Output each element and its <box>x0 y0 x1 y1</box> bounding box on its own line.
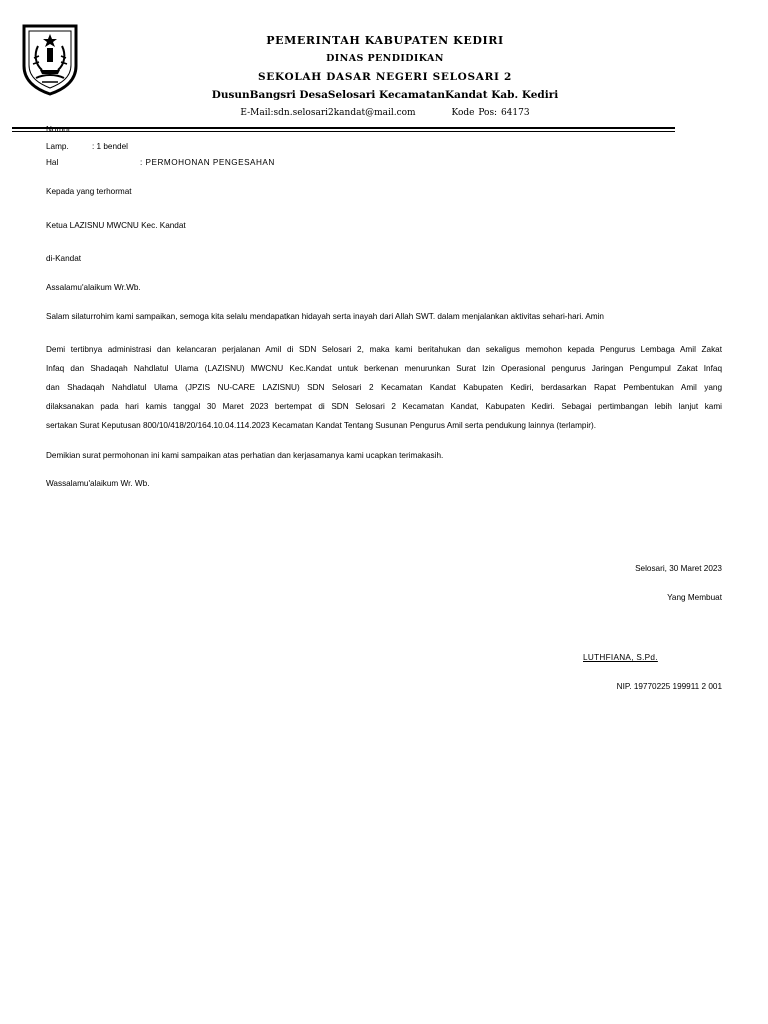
salutation: Assalamu'alaikum Wr.Wb. <box>46 283 141 292</box>
paragraph-main-line: Demi tertibnya administrasi dan kelancaran perjalanan Amil di SDN Selosari 2, maka kami beritahukan dan sekaligus memohon kepada Pengurus Lembaga Amil Zakat <box>46 345 722 354</box>
recipient-name: Ketua LAZISNU MWCNU Kec. Kandat <box>46 221 186 230</box>
signature-nip: NIP. 19770225 199911 2 001 <box>616 682 722 691</box>
paragraph-main-line: Infaq dan Shadaqah Nahdlatul Ulama (LAZISNU) MWCNU Kec.Kandat untuk berkenan menurunkan Surat Izin Operasional pengurus Jaringan Pengumpul Zakat Infaq <box>46 364 722 373</box>
paragraph-closing: Demikian surat permohonan ini kami sampaikan atas perhatian dan kerjasamanya kami ucapkan terimakasih. <box>46 451 444 460</box>
letterhead-divider-thin <box>12 131 675 132</box>
paragraph-main-line: sertakan Surat Keputusan 800/10/418/20/164.10.04.114.2023 Kecamatan Kandat Tentang Susunan Pengurus Amil serta pendukung lainnya (terlampir). <box>46 421 597 430</box>
hal-value: : PERMOHONAN PENGESAHAN <box>140 158 275 167</box>
signature-place-date: Selosari, 30 Maret 2023 <box>635 564 722 573</box>
nomor-value: : <box>92 125 95 134</box>
hal-label: Hal <box>46 158 59 167</box>
lampiran-value: : 1 bendel <box>92 142 128 151</box>
paragraph-main-line: dan Shadaqah Nahdlatul Ulama (JPZIS NU-CARE LAZISNU) SDN Selosari 2 Kecamatan Kandat Kabupaten Kediri, berdasarkan Rapat Pembentukan Amil yang <box>46 383 722 392</box>
letterhead-email: E-Mail:sdn.selosari2kandat@mail.com <box>240 108 416 118</box>
signature-name: LUTHFIANA, S.Pd. <box>583 653 658 662</box>
letterhead-address: DusunBangsri DesaSelosari KecamatanKandat Kab. Kediri <box>211 89 559 101</box>
recipient-place: di-Kandat <box>46 254 82 263</box>
nomor-label: Nomor <box>46 125 71 134</box>
letterhead-school: SEKOLAH DASAR NEGERI SELOSARI 2 <box>257 71 513 83</box>
kediri-emblem-icon <box>20 20 80 96</box>
letterhead-government: PEMERINTAH KABUPATEN KEDIRI <box>266 34 504 47</box>
paragraph-main-line: dilaksanakan pada hari kamis tanggal 30 Maret 2023 bertempat di SDN Selosari 2 Kecamatan Kandat, Kabupaten Kediri. Sebagai pertimbangan lebih lanjut kami <box>46 402 722 411</box>
letterhead-agency: DINAS PENDIDIKAN <box>326 53 444 64</box>
signature-role: Yang Membuat <box>667 593 722 602</box>
lampiran-label: Lamp. <box>46 142 69 151</box>
letterhead-contact <box>120 108 650 118</box>
letterhead-postal-code: Kode Pos: 64173 <box>451 108 530 118</box>
recipient-greeting: Kepada yang terhormat <box>46 187 132 196</box>
paragraph-greeting: Salam silaturrohim kami sampaikan, semoga kita selalu mendapatkan hidayah serta inayah dari Allah SWT. dalam menjalankan aktivitas sehari-hari. Amin <box>46 312 604 321</box>
closing-salutation: Wassalamu'alaikum Wr. Wb. <box>46 479 150 488</box>
letterhead-divider-thick <box>12 127 675 129</box>
